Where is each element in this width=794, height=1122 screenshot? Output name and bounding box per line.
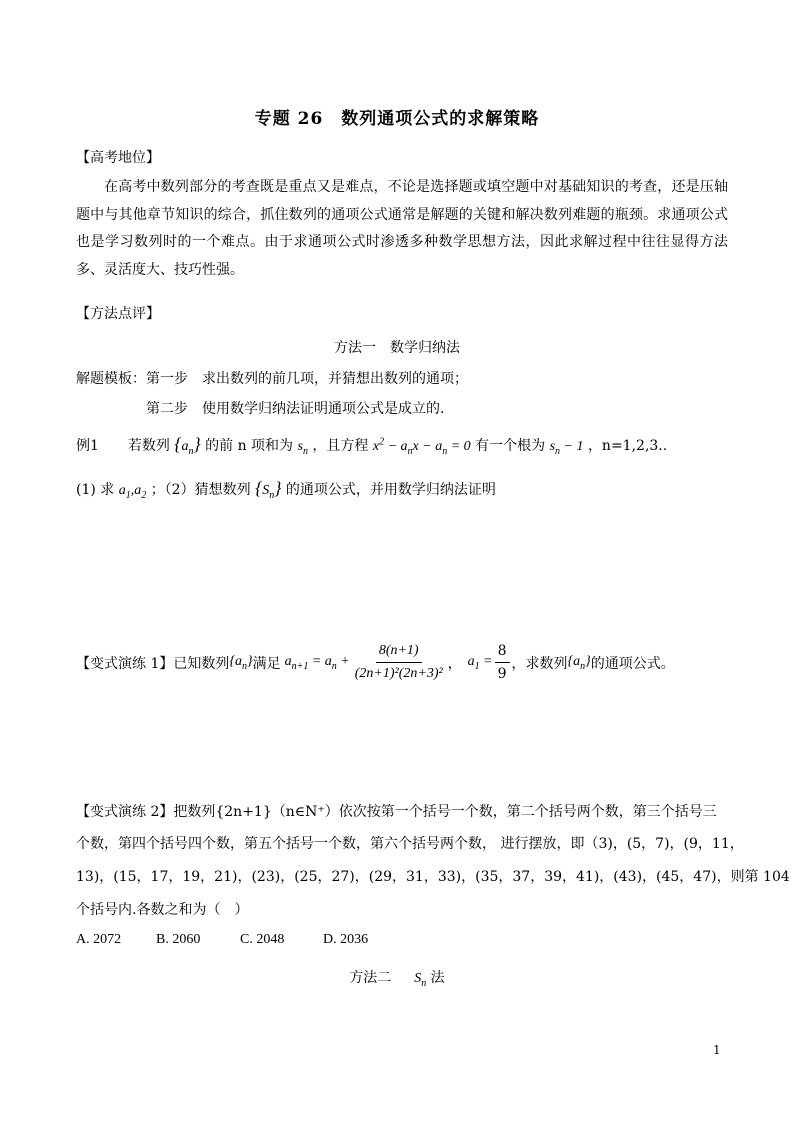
- option-a: A. 2072: [76, 932, 122, 947]
- seq-s-n: $\{S_n\}$: [255, 478, 282, 501]
- exercise2-line1: 【变式演练 2】把数列{2n+1}（n∈N⁺）依次按第一个括号一个数，第二个括号两个数，第三个括号三: [76, 804, 717, 820]
- section-header-method: 【方法点评】: [76, 306, 160, 322]
- method1-title: 方法一 数学归纳法: [334, 340, 460, 356]
- exercise2-line4: 个括号内.各数之和为（ ）: [76, 902, 249, 918]
- option-b: B. 2060: [156, 932, 201, 947]
- sum-s-n: $s_n$: [297, 439, 308, 457]
- option-d: D. 2036: [323, 932, 369, 947]
- exercise2-line2: 个数，第四个括号四个数，第五个括号一个数，第六个括号两个数， 进行摆放，即（3)，(5，7)，(9，11，: [76, 836, 744, 852]
- a1-fraction: $\frac{8}{9}$: [495, 642, 510, 683]
- page-number: 1: [713, 1043, 721, 1057]
- position-text: 在高考中数列部分的考查既是重点又是难点，不论是选择题或填空题中对基础知识的考查，还是压轴题中与其他章节知识的综合，抓住数列的通项公式通常是解题的关键和解决数列难题的瓶颈。求通项公式也是学习数列时的一个难点。由于求通项公式时渗透多种数学思想方法，因此求解过程中往往显得方法多、灵活度大、技巧性强。: [76, 179, 728, 278]
- recurrence-fraction: $\frac{8(n+1)}{\text{(2n+1)²(2n+3)²}}$: [354, 643, 443, 681]
- section-header-position: 【高考地位】: [76, 150, 160, 166]
- example1-line: 例1 若数列 $\{a_n\}$ 的前 n 项和为 $s_n$ ，且方程 $x^2 - a_nx - a_n = 0$ 有一个根为 $s_n - 1$ ，n=1,2,3..: [76, 434, 668, 457]
- method1-template-step1: 解题模板：第一步 求出数列的前几项，并猜想出数列的通项；: [76, 371, 468, 387]
- example1-label: 例1: [76, 438, 99, 454]
- option-c: C. 2048: [240, 932, 285, 947]
- method2-title: 方法二 $S_n$ 法: [349, 970, 445, 989]
- example1-parts: (1) 求 $a_1,a_2$ ；（2）猜想数列 $\{S_n\}$ 的通项公式，并用数学归纳法证明: [76, 478, 496, 501]
- exercise1-label: 【变式演练 1】: [76, 655, 174, 672]
- method1-template-step2: 第二步 使用数学归纳法证明通项公式是成立的.: [146, 401, 445, 417]
- equation-quadratic: $x^2 - a_nx - a_n = 0$: [372, 436, 471, 457]
- exercise1-line: 【变式演练 1】 已知数列 $\{a_n\}$ 满足 $a_{n+1} = a_n$ + $\frac{8(n+1)}{\text{(2n+1)²(2n+3)²}}$ ， $a_1$ = $\frac{8}{9}$ ，求数列 $\{a_n\}$ 的通项公式。: [76, 643, 675, 682]
- root-expression: $s_n - 1$: [549, 439, 584, 457]
- terms-a1-a2: $a_1,a_2$: [118, 483, 147, 501]
- seq-a-n: $\{a_n\}$: [174, 434, 201, 457]
- position-paragraph: [76, 174, 728, 284]
- exercise2-label: 【变式演练 2】: [76, 804, 174, 820]
- page-title: 专题 26 数列通项公式的求解策略: [254, 109, 540, 129]
- exercise2-line3: 13)，(15，17，19，21)，(23)，(25，27)，(29，31，33)，(35，37，39，41)，(43)，(45，47)，则第 104: [76, 869, 790, 885]
- recurrence-lhs: $a_{n+1} = a_n$ +: [284, 653, 350, 672]
